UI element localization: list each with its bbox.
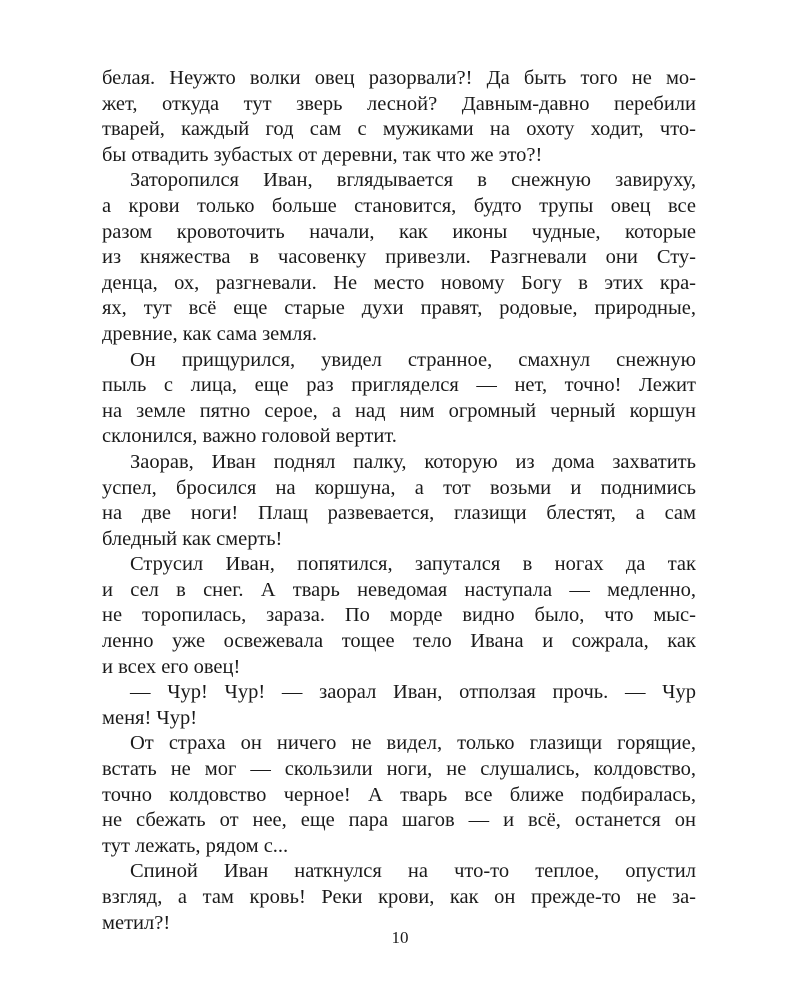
text-line: жет, откуда тут зверь лесной? Давным-давно перебили (102, 92, 696, 115)
text-line: на две ноги! Плащ развевается, глазищи блестят, а сам (102, 502, 696, 525)
text-line: От страха он ничего не видел, только глазищи горящие, (130, 732, 696, 755)
text-line: разом кровоточить начали, как иконы чудные, которые (102, 220, 696, 243)
text-line: успел, бросился на коршуна, а тот возьми и поднимись (102, 476, 696, 499)
text-line: не сбежать от нее, еще пара шагов — и всё, останется он (102, 809, 696, 832)
text-line: тварей, каждый год сам с мужиками на охоту ходит, что- (102, 118, 696, 141)
paragraph (102, 168, 696, 347)
paragraph (102, 859, 696, 936)
text-line: точно колдовство черное! А тварь все ближе подбиралась, (102, 783, 696, 806)
text-line: склонился, важно головой вертит. (102, 425, 397, 448)
text-line: а крови только больше становится, будто трупы овец все (102, 194, 696, 217)
text-line: белая. Неужто волки овец разорвали?! Да быть того не мо- (102, 67, 696, 89)
text-line: взгляд, а там кровь! Реки крови, как он прежде-то не за- (102, 886, 696, 908)
text-line: метил?! (102, 911, 171, 934)
paragraph (102, 348, 696, 450)
text-line: Спиной Иван наткнулся на что-то теплое, опустил (130, 860, 696, 883)
text-line: Заорав, Иван поднял палку, которую из дома захватить (130, 450, 696, 473)
text-line: на земле пятно серое, а над ним огромный черный коршун (102, 399, 696, 422)
paragraph (102, 552, 696, 680)
text-line: Струсил Иван, попятился, запутался в ногах да так (130, 553, 696, 576)
text-line: и всех его овец! (102, 655, 241, 678)
text-line: пыль с лица, еще раз пригляделся — нет, точно! Лежит (102, 374, 696, 397)
text-line: ленно уже освежевала тощее тело Ивана и сожрала, как (102, 630, 696, 653)
paragraph (102, 731, 696, 859)
text-line: меня! Чур! (102, 706, 198, 729)
text-line: встать не мог — скользили ноги, не слушались, колдовство, (102, 758, 696, 781)
text-line: бы отвадить зубастых от деревни, так что же это?! (102, 143, 543, 166)
paragraph (102, 450, 696, 552)
page-number: 10 (391, 928, 409, 947)
text-line: бледный как смерть! (102, 527, 283, 550)
paragraph (102, 680, 696, 731)
text-line: не торопилась, зараза. По морде видно было, что мыс- (102, 604, 696, 627)
text-line: Он прищурился, увидел странное, смахнул снежную (130, 348, 696, 371)
text-line: тут лежать, рядом с... (102, 834, 289, 857)
text-line: Заторопился Иван, вглядывается в снежную завируху, (130, 169, 696, 192)
text-line: древние, как сама земля. (102, 322, 318, 345)
text-line: из княжества в часовенку привезли. Разгневали они Сту- (102, 246, 696, 269)
paragraph (102, 66, 696, 168)
text-line: — Чур! Чур! — заорал Иван, отползая прочь. — Чур (130, 681, 696, 704)
body-text (102, 66, 696, 936)
text-line: ях, тут всё еще старые духи правят, родовые, природные, (102, 297, 696, 320)
text-line: денца, ох, разгневали. Не место новому Богу в этих кра- (102, 271, 696, 294)
text-line: и сел в снег. А тварь неведомая наступала — медленно, (102, 578, 696, 601)
